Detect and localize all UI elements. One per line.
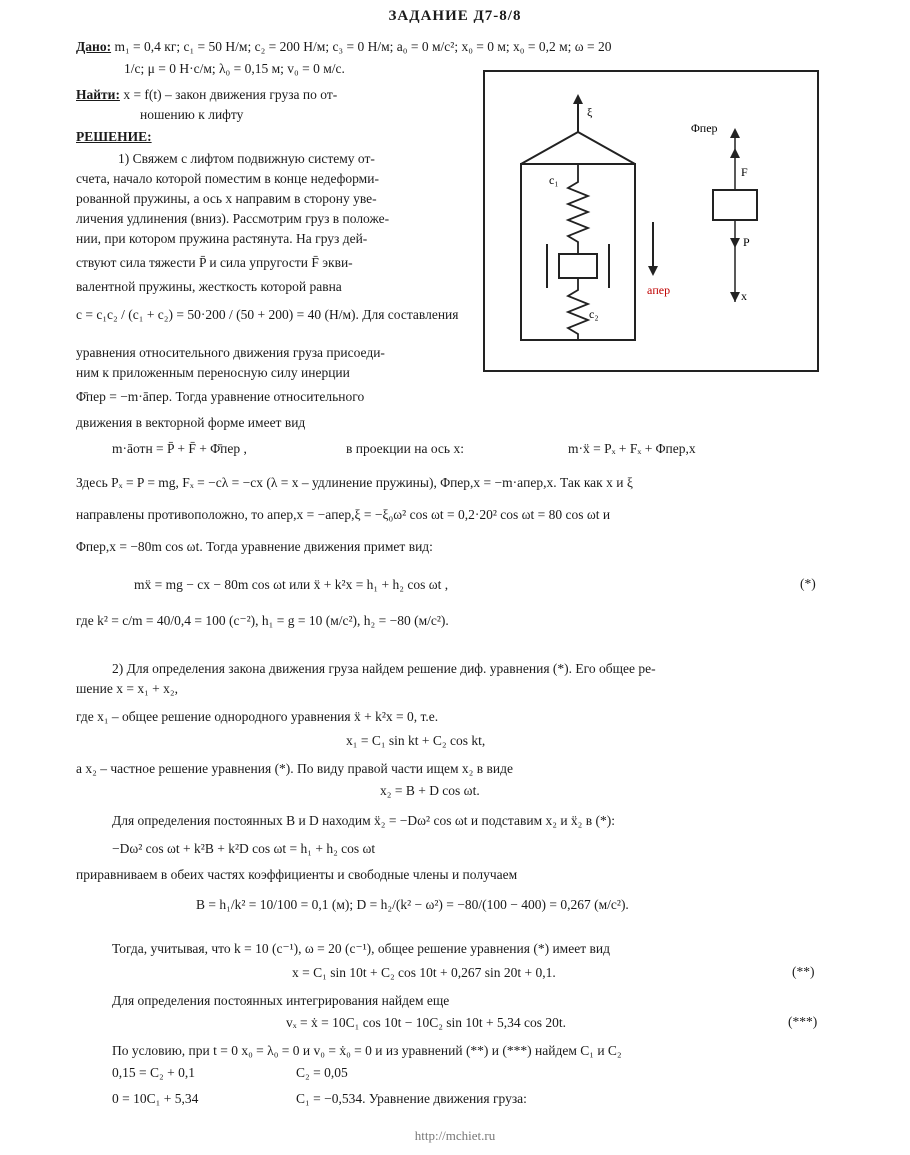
bd-line: B = h₁/k² = 10/100 = 0,1 (м); D = h₂/(k² − ω²) = −80/(100 − 400) = 0,267 (м/с²).: [196, 897, 629, 912]
find-label: Найти:: [76, 87, 120, 102]
label-p: P: [743, 235, 750, 249]
aper-arrow-icon: [648, 266, 658, 276]
eq-projection: m·ẍ = Pₓ + Fₓ + Φпер,x: [568, 441, 696, 456]
xi-arrow-icon: [573, 94, 583, 104]
body-line: 1) Свяжем с лифтом подвижную систему от-: [118, 151, 375, 166]
given-line-1: [76, 38, 836, 56]
task-title: ЗАДАНИЕ Д7-8/8: [388, 8, 522, 24]
initial-line: По условию, при t = 0 x₀ = λ₀ = 0 и v₀ = ẋ₀ = 0 и из уравнений (**) и (***) найдем C₁ и C₂: [112, 1043, 622, 1058]
body-line: уравнения относительного движения груза присоеди-: [76, 345, 385, 360]
label-f: F: [741, 165, 748, 179]
figure-drawing: [485, 72, 817, 370]
phi-arrow-icon: [730, 128, 740, 138]
where-line-1: Здесь Pₓ = P = mg, Fₓ = −cλ = −cx (λ = x – удлинение пружины), Φпер,x = −m·aпер,x. Так как x и ξ: [76, 475, 633, 490]
body-line: счета, начало которой поместим в конце недеформи-: [76, 171, 379, 186]
eq-number: (**): [792, 964, 815, 979]
body-line: движения в векторной форме имеет вид: [76, 415, 306, 430]
label-x: x: [741, 289, 747, 303]
body-line: валентной пружины, жесткость которой равна: [76, 279, 342, 294]
cabin-roof: [521, 132, 635, 164]
body-line: ствуют сила тяжести P̄ и сила упругости F̄ экви-: [76, 255, 353, 270]
label-phi: Φпер: [691, 121, 718, 135]
eq-number: (***): [788, 1014, 818, 1029]
step2-line-1: 2) Для определения закона движения груза найдем решение диф. уравнения (*). Его общее ре-: [112, 661, 656, 676]
body-line: личения удлинения (вниз). Рассмотрим груз в положе-: [76, 211, 390, 226]
body-line: нии, при котором пружина растянута. На груз дей-: [76, 231, 368, 246]
solution-label: РЕШЕНИЕ:: [76, 129, 152, 144]
where-line-3: Φпер,x = −80m cos ωt. Тогда уравнение движения примет вид:: [76, 539, 433, 554]
partial-line: а x₂ – частное решение уравнения (*). По виду правой части ищем x₂ в виде: [76, 761, 513, 776]
subst-line: −Dω² cos ωt + k²B + k²D cos ωt = h₁ + h₂ cos ωt: [112, 841, 376, 856]
k-line: где k² = c/m = 40/0,4 = 100 (c⁻²), h₁ = g = 10 (м/с²), h₂ = −80 (м/с²).: [76, 613, 449, 628]
const-line: Для определения постоянных B и D находим ẍ₂ = −Dω² cos ωt и подставим x₂ и ẍ₂ в (*):: [112, 813, 615, 828]
label-c2: c₂: [589, 307, 599, 321]
mass-block: [559, 254, 597, 278]
lower-spring: [568, 278, 588, 340]
body-line: рованной пружины, а ось x направим в сторону уве-: [76, 191, 377, 206]
integ-intro: Для определения постоянных интегрирования найдем еще: [112, 993, 450, 1008]
label-xi: ξ: [587, 105, 593, 119]
given-line-2: 1/с; μ = 0 Н·с/м; λ₀ = 0,15 м; v₀ = 0 м/с.: [124, 61, 345, 76]
find-line-2: ношению к лифту: [140, 107, 244, 122]
homog-solution: x₁ = C₁ sin kt + C₂ cos kt,: [346, 733, 486, 748]
eq-motion: mẍ = mg − cx − 80m cos ωt или ẍ + k²x = h₁ + h₂ cos ωt ,: [134, 577, 449, 592]
general-intro: Тогда, учитывая, что k = 10 (c⁻¹), ω = 20 (c⁻¹), общее решение уравнения (*) имеет вид: [112, 941, 610, 956]
eq-number: (*): [800, 576, 816, 591]
f-arrow-icon: [730, 148, 740, 158]
eq-projection-label: в проекции на ось x:: [346, 441, 464, 456]
find-text-1: x = f(t) – закон движения груза по от-: [123, 87, 338, 102]
system-result-2: C₁ = −0,534. Уравнение движения груза:: [296, 1091, 527, 1106]
partial-form: x₂ = B + D cos ωt.: [380, 783, 480, 798]
p-arrow-icon: [730, 238, 740, 248]
step2-line-2: шение x = x₁ + x₂,: [76, 681, 178, 696]
velocity-eq: vₓ = ẋ = 10C₁ cos 10t − 10C₂ sin 10t + 5,34 cos 20t.: [286, 1015, 567, 1030]
body-line: ним к приложенным переносную силу инерции: [76, 365, 350, 380]
equate-line: приравниваем в обеих частях коэффициенты и свободные члены и получаем: [76, 867, 518, 882]
label-c1: c₁: [549, 173, 559, 187]
where-line-2: направлены противоположно, то aпер,x = −aпер,ξ = −ξ₀ω² cos ωt = 0,2·20² cos ωt = 80 cos ωt и: [76, 507, 611, 522]
x-arrow-icon: [730, 292, 740, 302]
problem-figure: [483, 70, 819, 372]
system-eq-2: 0 = 10C₁ + 5,34: [112, 1091, 199, 1106]
system-eq-1: 0,15 = C₂ + 0,1: [112, 1065, 195, 1080]
find-line-1: [76, 86, 476, 104]
stiffness-formula: c = c₁c₂ / (c₁ + c₂) = 50·200 / (50 + 200) = 40 (Н/м). Для составления: [76, 307, 459, 322]
homog-line: где x₁ – общее решение однородного уравнения ẍ + k²x = 0, т.е.: [76, 709, 439, 724]
given-label: Дано:: [76, 39, 112, 54]
eq-vector: m·āотн = P̄ + F̄ + Φ̄пер ,: [112, 441, 247, 456]
general-solution: x = C₁ sin 10t + C₂ cos 10t + 0,267 sin 20t + 0,1.: [292, 965, 556, 980]
system-result-1: C₂ = 0,05: [296, 1065, 348, 1080]
body-line: Φ̄пер = −m·āпер. Тогда уравнение относительного: [76, 389, 365, 404]
given-values-1: m₁ = 0,4 кг; c₁ = 50 Н/м; c₂ = 200 Н/м; c₃ = 0 Н/м; a₀ = 0 м/с²; x₀ = 0 м; x₀ = 0,2 м; ω = 20: [114, 39, 612, 54]
upper-spring: [568, 164, 588, 254]
watermark: http://mchiet.ru: [414, 1128, 496, 1143]
label-aper: aпер: [647, 283, 671, 297]
fbd-block: [713, 190, 757, 220]
